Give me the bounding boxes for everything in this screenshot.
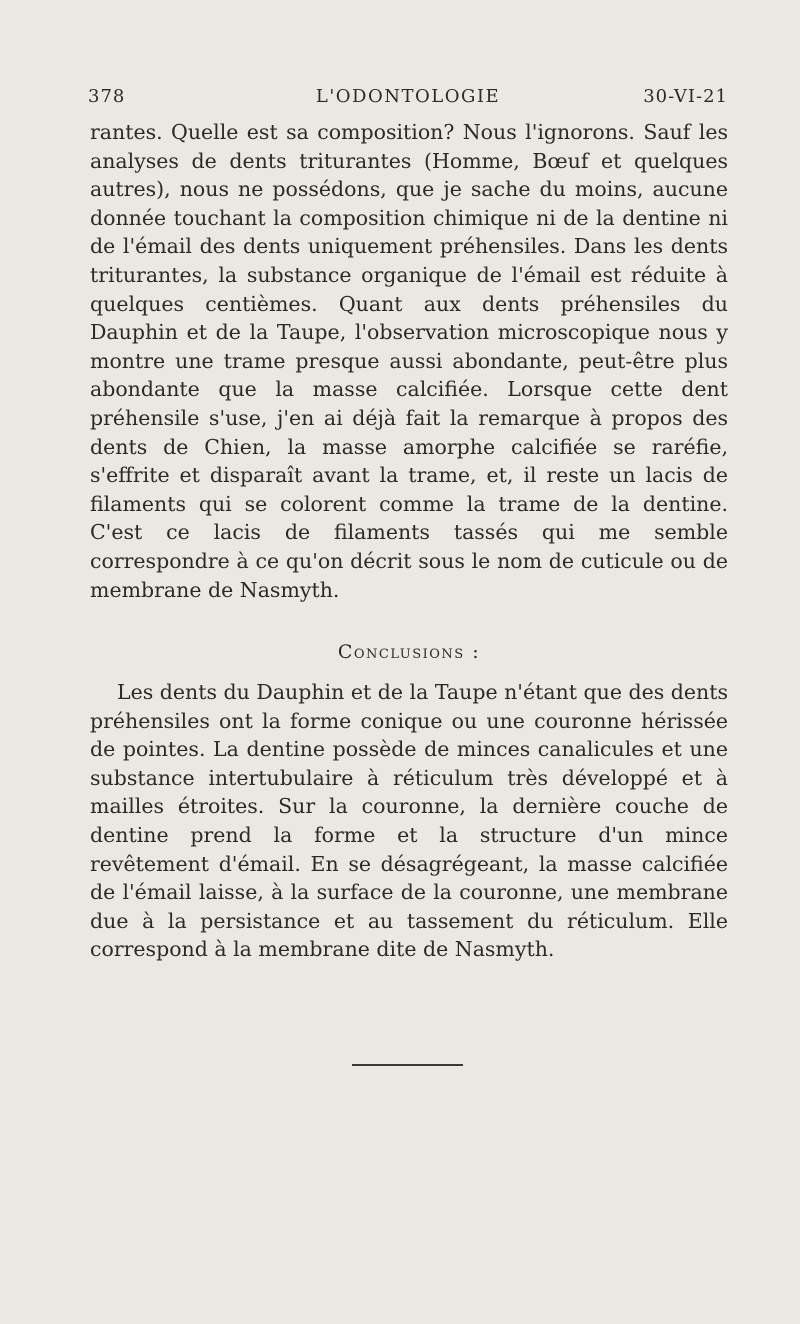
end-rule <box>352 1064 463 1066</box>
section-heading: Conclusions : <box>337 641 481 663</box>
paragraph-text: rantes. Quelle est sa composition? Nous l'ignorons. Sauf les analyses de dents triturantes (Homme, Bœuf et quelques autres), nous ne possédons, que je sache du moins, aucune donnée touchant la composition chimique ni de la dentine ni de l'émail des dents uniquement préhensiles. Dans les dents triturantes, la substance organique de l'émail est réduite à quelques centièmes. Quant aux dents préhensiles du Dauphin et de la Taupe, l'observation microscopique nous y montre une trame presque aussi abondante, peut-être plus abondante que la masse calcifiée. Lorsque cette dent préhensile s'use, j'en ai déjà fait la remarque à propos des dents de Chien, la masse amorphe calcifiée se raréfie, s'effrite et disparaît avant la trame, et, il reste un lacis de filaments qui se colorent comme la trame de la dentine. C'est ce lacis de filaments tassés qui me semble correspondre à ce qu'on décrit sous le nom de cuticule ou de membrane de Nasmyth. <box>90 120 728 602</box>
page-number: 378 <box>88 86 126 107</box>
paragraph-text: Les dents du Dauphin et de la Taupe n'étant que des dents préhensiles ont la forme conique ou une couronne hérissée de pointes. La dentine possède de minces canalicules et une substance intertubulaire à réticulum très développé et à mailles étroites. Sur la couronne, la dernière couche de dentine prend la forme et la structure d'un mince revêtement d'émail. En se désagrégeant, la masse calcifiée de l'émail laisse, à la surface de la couronne, une membrane due à la persistance et au tassement du réticulum. Elle correspond à la membrane dite de Nasmyth. <box>90 680 728 962</box>
running-head <box>88 86 728 110</box>
body-paragraph-1 <box>90 118 728 604</box>
issue-date: 30-VI-21 <box>643 86 728 107</box>
body-paragraph-2 <box>90 678 728 964</box>
journal-title: L'ODONTOLOGIE <box>315 86 501 107</box>
